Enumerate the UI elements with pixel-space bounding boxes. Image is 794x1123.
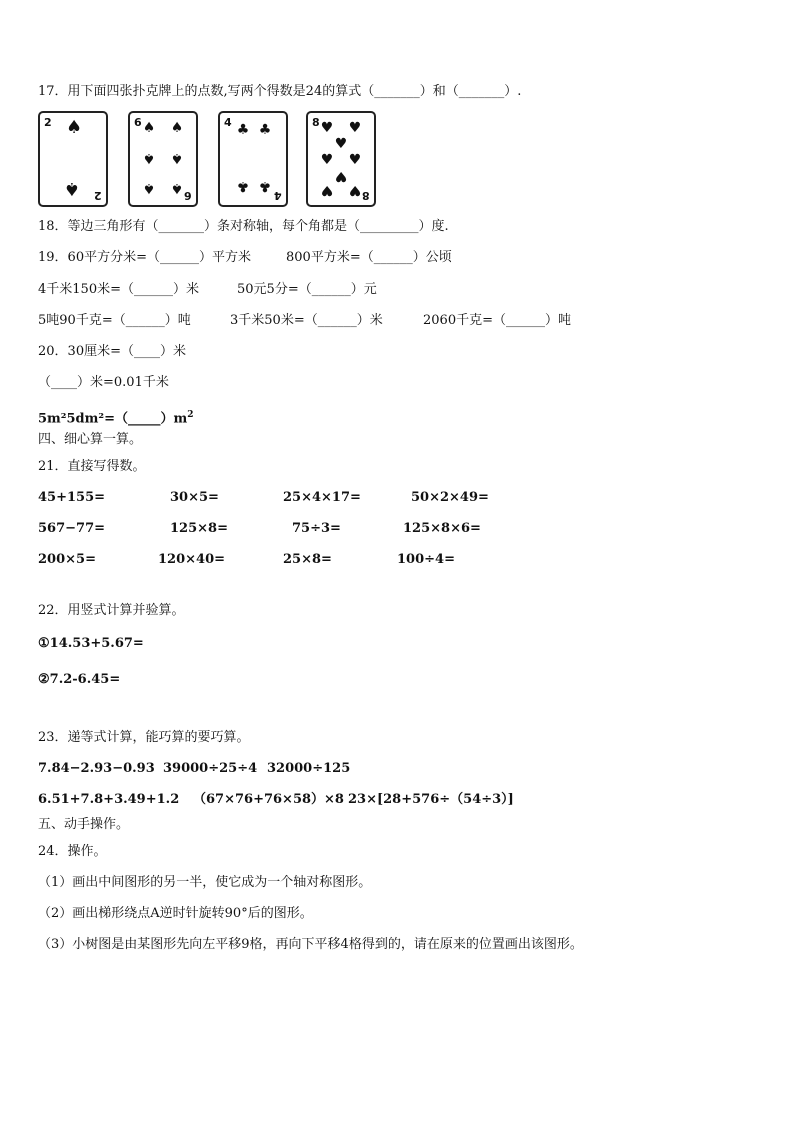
q21-r2c4: 125×8×6= [403, 521, 481, 536]
q21-r1c3: 25×4×17= [283, 490, 361, 505]
card-rank-bottom: 6 [184, 189, 192, 202]
heart-icon: ♥ [348, 182, 362, 198]
q20-line3 [38, 407, 194, 427]
q23-r1c3: 32000÷125 [267, 761, 351, 776]
q19-line3a: 5吨90千克=（______）吨 [38, 313, 191, 328]
card-rank: 6 [134, 116, 142, 129]
q23-r2c3: 23×[28+576÷（54÷3）] [348, 792, 514, 807]
q20-line1: 20．30厘米=（____）米 [38, 344, 186, 359]
q21-r2c2: 125×8= [170, 521, 228, 536]
card-4-clubs [218, 111, 288, 207]
card-rank-bottom: 4 [274, 189, 282, 202]
card-rank: 8 [312, 116, 320, 129]
q21-r3c2: 120×40= [158, 552, 226, 567]
card-6-spades [128, 111, 198, 207]
q23-r1c1: 7.84−2.93−0.93 [38, 761, 155, 776]
q19-line3c: 2060千克=（______）吨 [423, 313, 571, 328]
q22-item1: ①14.53+5.67= [38, 636, 144, 651]
heart-icon: ♥ [320, 120, 334, 136]
q22-title: 22．用竖式计算并验算。 [38, 603, 185, 618]
q21-r1c2: 30×5= [170, 490, 219, 505]
q23-r2c1: 6.51+7.8+3.49+1.2 [38, 792, 180, 807]
club-icon: ♣ [258, 178, 272, 194]
club-icon: ♣ [236, 122, 250, 138]
q19-line1a: 19．60平方分米=（______）平方米 [38, 250, 251, 265]
heart-icon: ♥ [334, 168, 348, 184]
card-8-hearts [306, 111, 376, 207]
club-icon: ♣ [258, 122, 272, 138]
q23-title: 23．递等式计算，能巧算的要巧算。 [38, 730, 250, 745]
q23-r1c2: 39000÷25÷4 [163, 761, 258, 776]
q21-r1c1: 45+155= [38, 490, 106, 505]
heart-icon: ♥ [320, 152, 334, 168]
q20-line2: （____）米=0.01千米 [38, 375, 169, 390]
section5-title: 五、动手操作。 [38, 817, 130, 832]
q19-line2b: 50元5分=（______）元 [237, 282, 377, 297]
q21-r3c1: 200×5= [38, 552, 96, 567]
spade-icon: ♠ [170, 150, 184, 166]
spade-icon: ♠ [142, 120, 156, 136]
q24-title: 24．操作。 [38, 844, 107, 859]
q21-r3c4: 100÷4= [397, 552, 455, 567]
card-rank-bottom: 8 [362, 189, 370, 202]
q17-text: 17．用下面四张扑克牌上的点数,写两个得数是24的算式（_______）和（_______）. [38, 84, 522, 99]
spade-icon: ♠ [170, 180, 184, 196]
q20-line3-text: 5m²5dm²=（_____）m [38, 411, 188, 427]
q19-line3b: 3千米50米=（______）米 [230, 313, 383, 328]
spade-icon: ♠ [66, 117, 83, 138]
spade-icon: ♠ [170, 120, 184, 136]
card-rank: 2 [44, 116, 52, 129]
q22-item2: ②7.2-6.45= [38, 672, 121, 687]
spade-icon: ♠ [63, 178, 80, 199]
q19-line2a: 4千米150米=（______）米 [38, 282, 199, 297]
heart-icon: ♥ [348, 120, 362, 136]
spade-icon: ♠ [142, 180, 156, 196]
heart-icon: ♥ [334, 136, 348, 152]
q21-r2c3: 75÷3= [292, 521, 341, 536]
heart-icon: ♥ [320, 182, 334, 198]
club-icon: ♣ [236, 178, 250, 194]
q24-item1: （1）画出中间图形的另一半，使它成为一个轴对称图形。 [38, 875, 372, 890]
card-2-spades [38, 111, 108, 207]
q20-line3-sup: 2 [187, 410, 194, 420]
q23-r2c2: （67×76+76×58）×8 [193, 792, 344, 807]
q18-text: 18．等边三角形有（_______）条对称轴，每个角都是（_________）度. [38, 219, 449, 234]
q24-item2: （2）画出梯形绕点A逆时针旋转90°后的图形。 [38, 906, 313, 921]
q24-item3: （3）小树图是由某图形先向左平移9格，再向下平移4格得到的，请在原来的位置画出该图形。 [38, 937, 583, 952]
section4-title: 四、细心算一算。 [38, 432, 143, 447]
q21-r3c3: 25×8= [283, 552, 332, 567]
q21-r2c1: 567−77= [38, 521, 106, 536]
q21-title: 21．直接写得数。 [38, 459, 146, 474]
card-rank-bottom: 2 [94, 189, 102, 202]
spade-icon: ♠ [142, 150, 156, 166]
q19-line1b: 800平方米=（______）公顷 [286, 250, 452, 265]
heart-icon: ♥ [348, 152, 362, 168]
q21-r1c4: 50×2×49= [411, 490, 489, 505]
card-rank: 4 [224, 116, 232, 129]
playing-cards [38, 111, 398, 207]
